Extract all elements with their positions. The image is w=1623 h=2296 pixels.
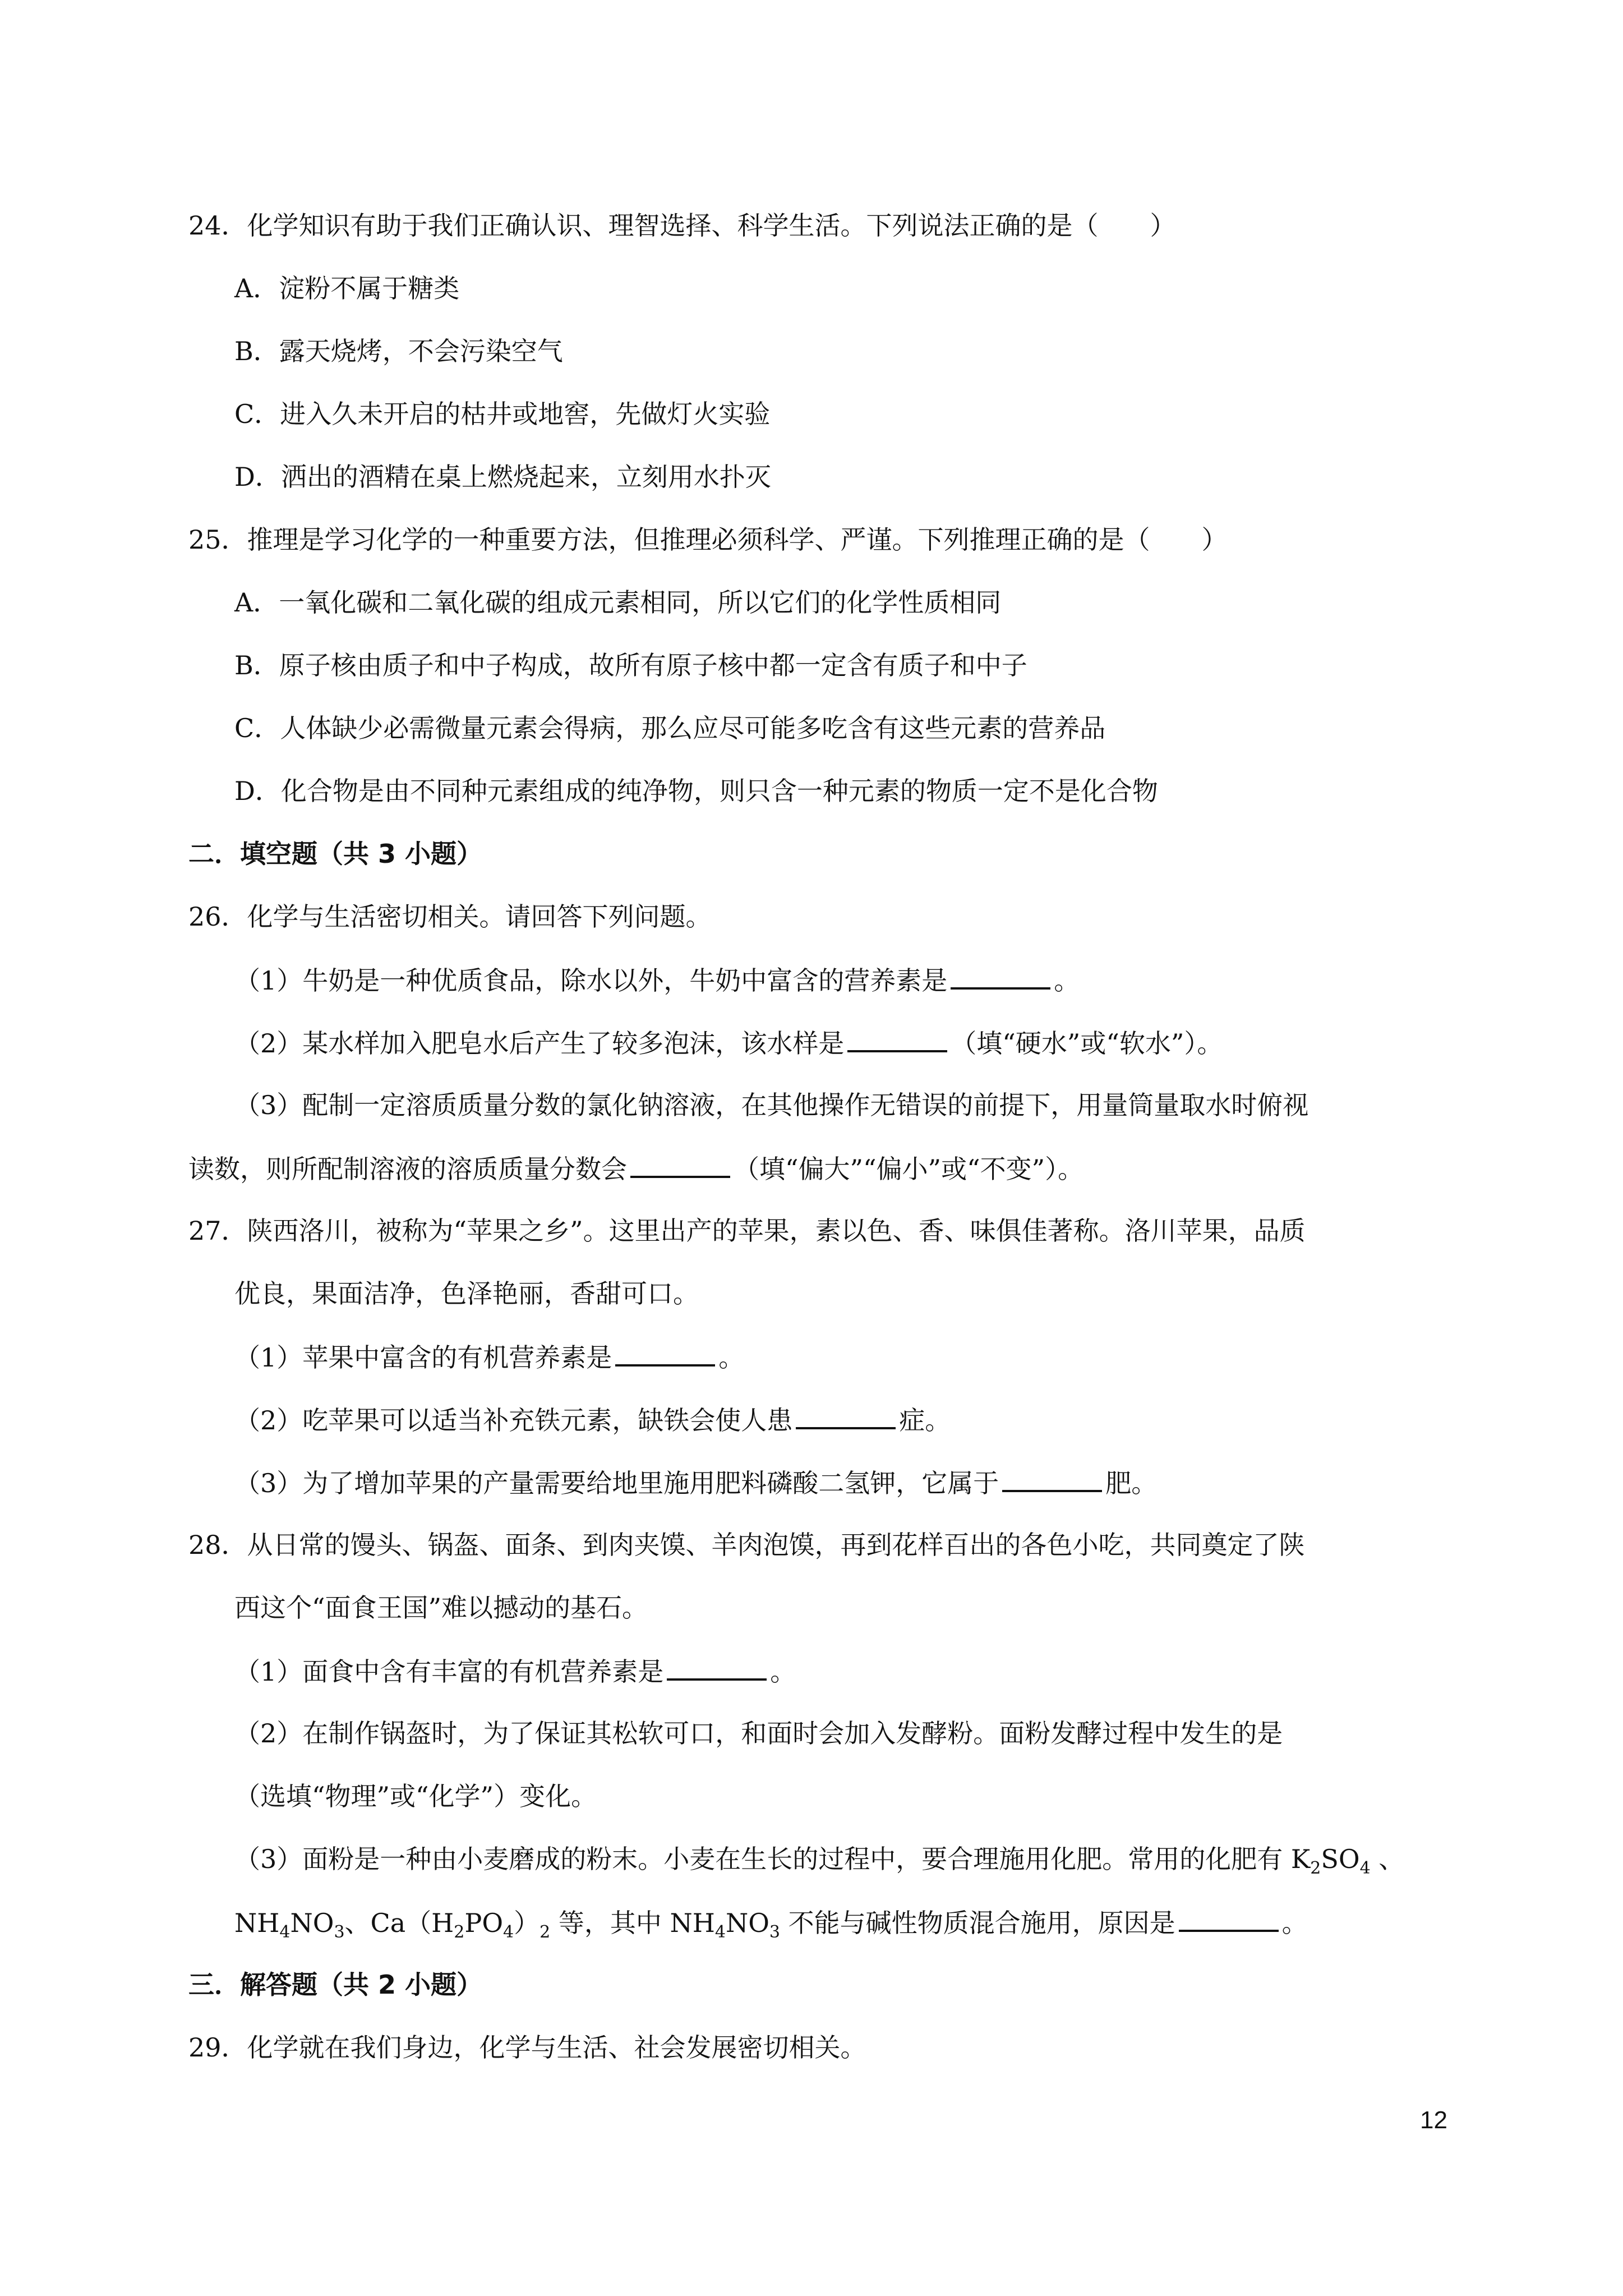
section-heading-fill-in: 二．填空题（共 3 小题）	[188, 839, 483, 869]
page-number: 12	[1420, 2106, 1447, 2134]
q24-option-a: A．淀粉不属于糖类	[234, 273, 460, 303]
q24-option-b: B．露天烧烤，不会污染空气	[234, 336, 563, 366]
q26-sub3: （3）配制一定溶质质量分数的氯化钠溶液，在其他操作无错误的前提下，用量筒量取水时俯视	[234, 1090, 1309, 1120]
q25-option-d: D．化合物是由不同种元素组成的纯净物，则只含一种元素的物质一定不是化合物	[234, 776, 1158, 806]
answer-blank[interactable]	[847, 1025, 947, 1052]
q27-stem-cont: 优良，果面洁净，色泽艳丽，香甜可口。	[234, 1278, 699, 1309]
answer-blank[interactable]	[1002, 1465, 1102, 1492]
q29-stem: 29．化学就在我们身边，化学与生活、社会发展密切相关。	[188, 2032, 866, 2063]
q26-sub1: （1）牛奶是一种优质食品，除水以外，牛奶中富含的营养素是 。	[234, 963, 1080, 997]
answer-blank[interactable]	[630, 1151, 730, 1178]
answer-blank[interactable]	[667, 1654, 767, 1681]
q25-option-b: B．原子核由质子和中子构成，故所有原子核中都一定含有质子和中子	[234, 650, 1027, 680]
q24-stem: 24．化学知识有助于我们正确认识、理智选择、科学生活。下列说法正确的是（ ）	[188, 210, 1176, 241]
q24-option-c: C．进入久未开启的枯井或地窖，先做灯火实验	[234, 399, 771, 429]
section-heading-answer: 三．解答题（共 2 小题）	[188, 1970, 483, 2000]
q28-sub3: （3）面粉是一种由小麦磨成的粉末。小麦在生长的过程中，要合理施用化肥。常用的化肥有 $K_2SO_4$ 、	[234, 1844, 1405, 1879]
q28-sub2-cont: （选填“物理”或“化学”）变化。	[234, 1781, 597, 1811]
q26-stem: 26．化学与生活密切相关。请回答下列问题。	[188, 901, 712, 932]
q25-option-a: A．一氧化碳和二氧化碳的组成元素相同，所以它们的化学性质相同	[234, 587, 1002, 618]
answer-blank[interactable]	[1179, 1905, 1279, 1932]
q27-stem: 27．陕西洛川，被称为“苹果之乡”。这里出产的苹果，素以色、香、味俱佳著称。洛川苹果，品质	[188, 1216, 1306, 1246]
q28-sub3-cont: $NH_4NO_3$、$Ca(H_2PO_4)_2$ 等，其中 $NH_4NO_3$ 不能与碱性物质混合施用，原因是 。	[234, 1905, 1308, 1940]
answer-blank[interactable]	[615, 1340, 715, 1366]
answer-blank[interactable]	[951, 963, 1050, 990]
q26-sub2: （2）某水样加入肥皂水后产生了较多泡沫，该水样是 （填“硬水”或“软水”）。	[234, 1025, 1223, 1060]
q28-stem-cont: 西这个“面食王国”难以撼动的基石。	[234, 1593, 648, 1623]
q27-sub2: （2）吃苹果可以适当补充铁元素，缺铁会使人患 症。	[234, 1402, 951, 1437]
q25-stem: 25．推理是学习化学的一种重要方法，但推理必须科学、严谨。下列推理正确的是（ ）	[188, 524, 1228, 555]
q28-stem: 28．从日常的馒头、锅盔、面条、到肉夹馍、羊肉泡馍，再到花样百出的各色小吃，共同奠定了陕	[188, 1530, 1305, 1560]
answer-blank[interactable]	[796, 1402, 896, 1429]
q27-sub3: （3）为了增加苹果的产量需要给地里施用肥料磷酸二氢钾，它属于 肥。	[234, 1465, 1157, 1500]
q24-option-d: D．洒出的酒精在桌上燃烧起来，立刻用水扑灭	[234, 462, 771, 492]
q25-option-c: C．人体缺少必需微量元素会得病，那么应尽可能多吃含有这些元素的营养品	[234, 713, 1106, 743]
q26-sub3-cont: 读数，则所配制溶液的溶质质量分数会 （填“偏大”“偏小”或“不变”）。	[188, 1151, 1083, 1186]
q27-sub1: （1）苹果中富含的有机营养素是 。	[234, 1340, 744, 1374]
q28-sub1: （1）面食中含有丰富的有机营养素是 。	[234, 1654, 796, 1688]
q28-sub2: （2）在制作锅盔时，为了保证其松软可口，和面时会加入发酵粉。面粉发酵过程中发生的是	[234, 1718, 1283, 1749]
